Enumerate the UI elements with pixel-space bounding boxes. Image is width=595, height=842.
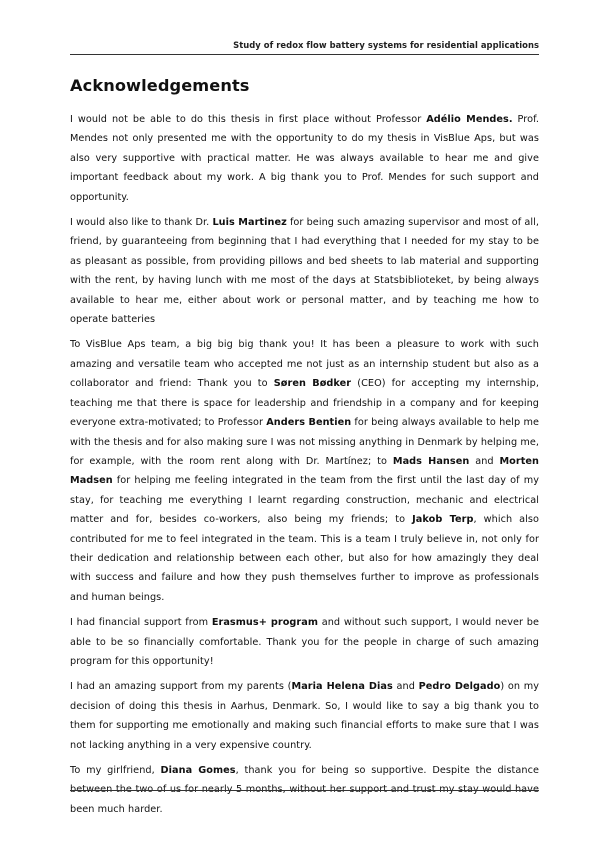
paragraph-text: for being always available to help me with the thesis and for also making sure I was not missing anything in Denmark by helping me, for example, with the room rent along with Dr. Martínez; to: [70, 417, 539, 467]
paragraph-text: I had financial support from: [70, 617, 212, 629]
program-name: Erasmus+ program: [211, 617, 319, 629]
paragraph-text: ) on my decision of doing this thesis in Aarhus, Denmark. So, I would like to say a big thank you to them for supporting me emotionally and making such financial efforts to make sure that I was not lacking anything in a very expensive country.: [70, 681, 540, 751]
person-name: Mads Hansen: [392, 455, 470, 467]
person-name: Morten Madsen: [70, 455, 540, 487]
person-name: Anders Bentien: [266, 417, 352, 429]
paragraph-parents: [70, 677, 539, 755]
paragraph-text: for being such amazing supervisor and most of all, friend, by guaranteeing from beginning that I had everything that I needed for my stay to be as pleasant as possible, from providing pillows and bed sheets to lab material and supporting with the rent, by having lunch with me most of the days at Statsbiblioteket, by being always available to hear me, either about work or personal matter, and by teaching me how to operate batteries: [70, 217, 539, 326]
page-body: [70, 76, 539, 825]
paragraph-text: To VisBlue Aps team, a big big big thank you! It has been a pleasure to work with such amazing and versatile team who accepted me not just as an internship student but also as a collaborator and friend: Thank you to: [70, 339, 539, 390]
footer-divider: [70, 790, 539, 791]
paragraph-text: I would not be able to do this thesis in first place without Professor: [70, 114, 427, 125]
paragraph-luis-martinez: [70, 213, 539, 329]
paragraph-text: , which also contributed for me to feel integrated in the team. This is a team I truly believe in, not only for their dedication and relationship between each other, but also for how amazingly they deal with success and failure and how they push themselves further to improve as professionals and human beings.: [70, 514, 540, 603]
paragraph-erasmus: [70, 613, 539, 671]
page-title: Acknowledgements: [70, 76, 250, 95]
paragraph-adelio-mendes: [70, 110, 539, 207]
paragraph-text: and: [469, 455, 500, 467]
person-name: Diana Gomes: [160, 765, 236, 776]
paragraph-text: Prof. Mendes not only presented me with the opportunity to do my thesis in VisBlue Aps, but was also very supportive with practical matter. He was always available to hear me and give important feedback about my work. A big thank you to Prof. Mendes for such support and opportunity.: [70, 114, 540, 203]
paragraph-text: and: [392, 681, 419, 693]
paragraph-visblue-team: [70, 335, 539, 607]
paragraph-text: To my girlfriend,: [70, 765, 161, 776]
person-name: Pedro Delgado: [418, 681, 501, 693]
person-name: Søren Bødker: [273, 378, 352, 390]
person-name: Luis Martinez: [212, 217, 287, 229]
paragraph-text: (CEO) for accepting my internship, teaching me that there is space for leadership and friendship in a company and for keeping everyone extra-motivated; to Professor: [70, 378, 540, 429]
running-header: [70, 40, 539, 55]
paragraph-text: for helping me feeling integrated in the team from the first until the last day of my stay, for teaching me everything I learnt regarding construction, mechanic and electrical matter and for, besides co-workers, also being my friends; to: [70, 475, 539, 526]
paragraph-text: , thank you for being so supportive. Despite the distance between the two of us for nearly 5 months, without her support and trust my stay would have been much harder.: [70, 765, 539, 815]
paragraph-text: I would also like to thank Dr.: [70, 217, 213, 229]
person-name: Maria Helena Dias: [291, 681, 393, 693]
paragraph-text: I had an amazing support from my parents (: [70, 681, 292, 693]
running-header-title: Study of redox flow battery systems for residential applications: [233, 40, 539, 50]
person-name: Adélio Mendes.: [426, 114, 513, 125]
person-name: Jakob Terp: [412, 514, 474, 526]
paragraph-text: and without such support, I would never be able to be so financially comfortable. Thank you for the people in charge of such amazing program for this opportunity!: [70, 617, 539, 667]
